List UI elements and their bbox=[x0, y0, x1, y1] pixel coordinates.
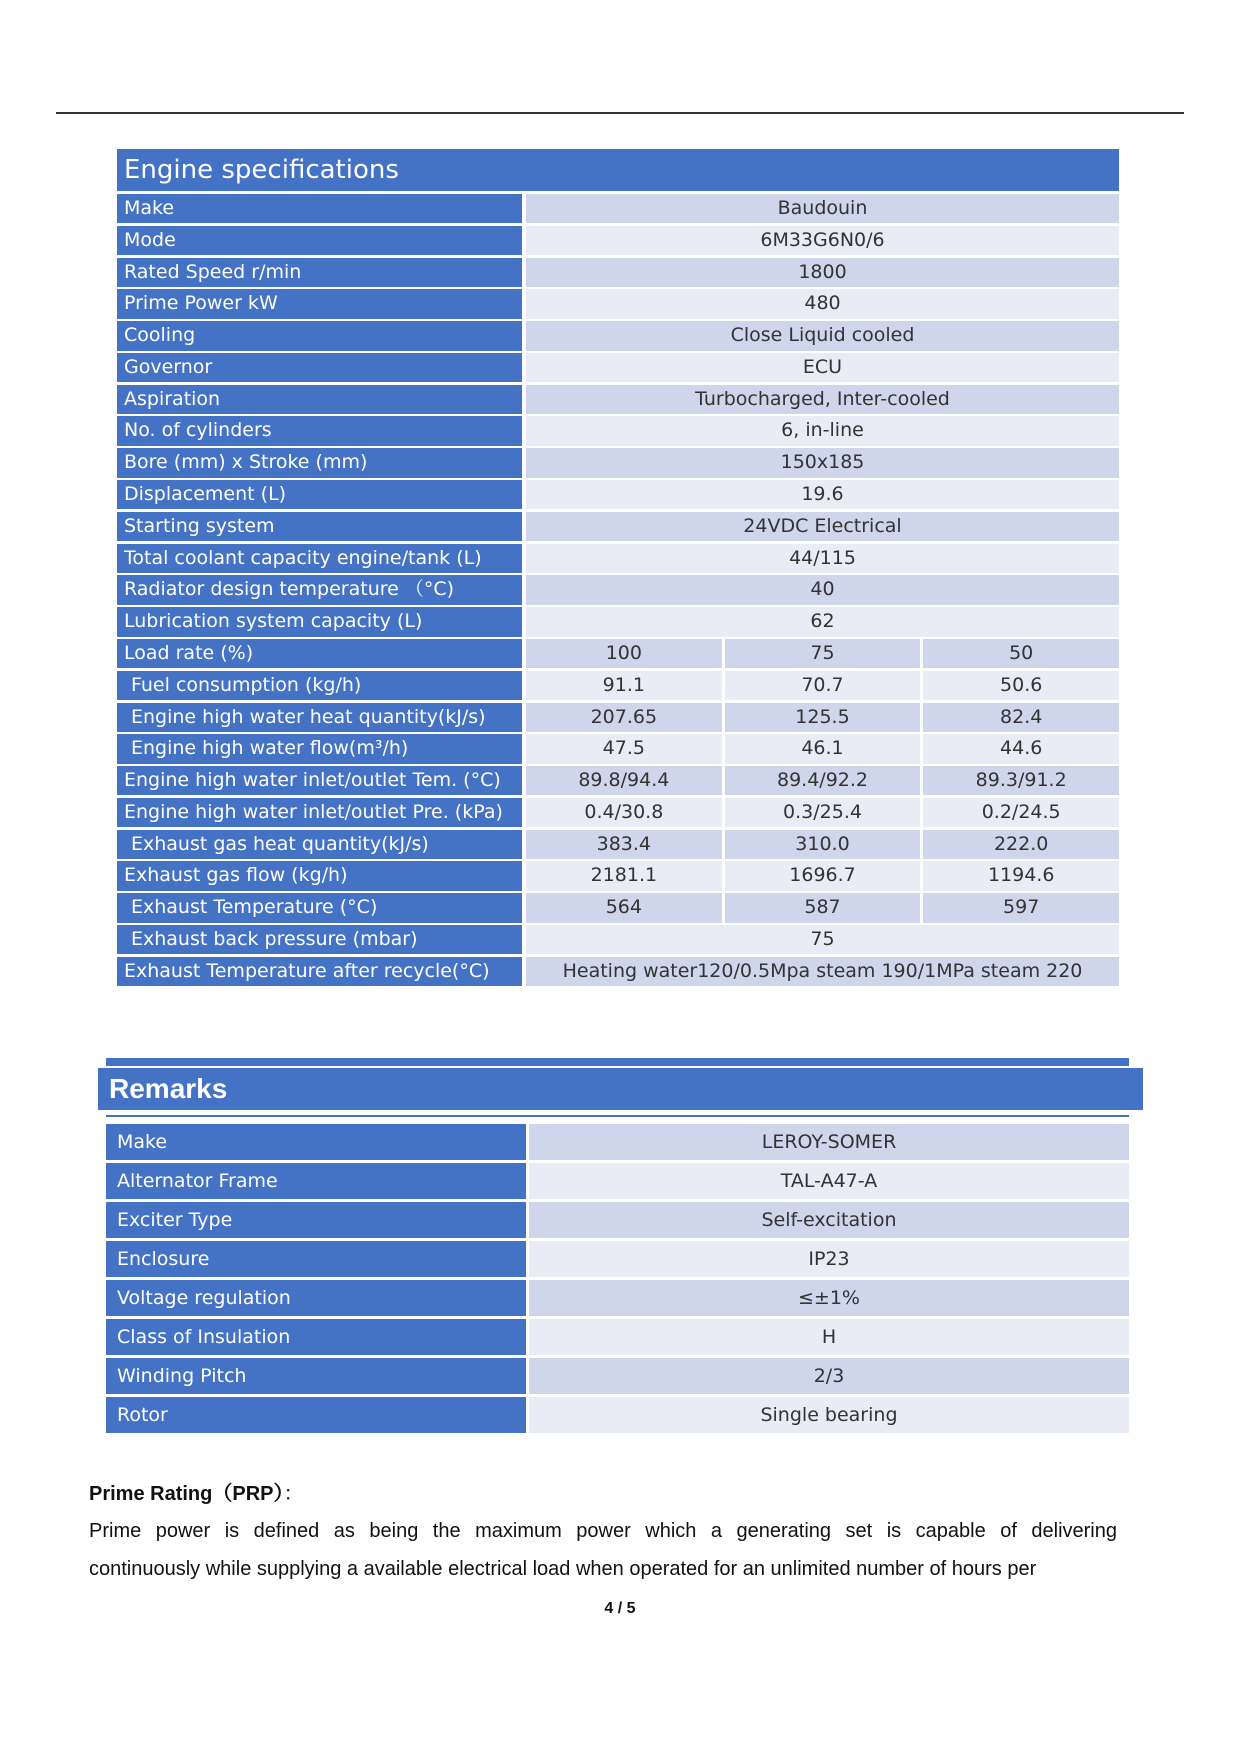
table-row bbox=[117, 703, 1119, 732]
spec-values bbox=[526, 289, 1119, 318]
spec-label: No. of cylinders bbox=[117, 416, 522, 445]
spec-values bbox=[526, 639, 1119, 668]
spec-label: Total coolant capacity engine/tank (L) bbox=[117, 544, 522, 573]
table-row bbox=[117, 512, 1119, 541]
spec-label: Exhaust back pressure (mbar) bbox=[117, 925, 522, 954]
spec-label: Make bbox=[117, 194, 522, 223]
spec-value: 0.4/30.8 bbox=[526, 798, 722, 827]
remarks-top-bar bbox=[106, 1058, 1129, 1066]
prime-rating-line-2: continuously while supplying a available electrical load when operated for an unlimited number of hours per bbox=[89, 1558, 1037, 1580]
table-row bbox=[117, 925, 1119, 954]
spec-label: Engine high water inlet/outlet Tem. (°C) bbox=[117, 766, 522, 795]
table-row bbox=[117, 258, 1119, 287]
spec-values bbox=[526, 766, 1119, 795]
table-row bbox=[117, 194, 1119, 223]
table-row bbox=[117, 607, 1119, 636]
spec-label: Cooling bbox=[117, 321, 522, 350]
spec-value: 207.65 bbox=[526, 703, 722, 732]
spec-values bbox=[526, 194, 1119, 223]
spec-values bbox=[526, 861, 1119, 890]
spec-value: 44.6 bbox=[923, 734, 1119, 763]
spec-value: 70.7 bbox=[725, 671, 921, 700]
spec-label: Starting system bbox=[117, 512, 522, 541]
spec-value: 50.6 bbox=[923, 671, 1119, 700]
spec-value: 1800 bbox=[526, 258, 1119, 287]
table-row bbox=[106, 1202, 1129, 1238]
table-row bbox=[117, 734, 1119, 763]
spec-values bbox=[526, 353, 1119, 382]
spec-value: ECU bbox=[526, 353, 1119, 382]
spec-label: Exhaust Temperature (°C) bbox=[117, 893, 522, 922]
spec-value: Turbocharged, Inter-cooled bbox=[526, 385, 1119, 414]
spec-value: 2181.1 bbox=[526, 861, 722, 890]
spec-values bbox=[526, 385, 1119, 414]
table-row bbox=[117, 639, 1119, 668]
spec-value: 82.4 bbox=[923, 703, 1119, 732]
remark-value: Single bearing bbox=[529, 1397, 1129, 1433]
spec-label: Mode bbox=[117, 226, 522, 255]
spec-value: 24VDC Electrical bbox=[526, 512, 1119, 541]
table-row bbox=[117, 766, 1119, 795]
spec-label: Load rate (%) bbox=[117, 639, 522, 668]
remark-label: Enclosure bbox=[106, 1241, 526, 1277]
spec-label: Engine high water flow(m³/h) bbox=[117, 734, 522, 763]
spec-label: Governor bbox=[117, 353, 522, 382]
table-row bbox=[106, 1358, 1129, 1394]
spec-values bbox=[526, 703, 1119, 732]
table-row bbox=[117, 861, 1119, 890]
remarks-divider bbox=[106, 1115, 1129, 1117]
table-row bbox=[117, 226, 1119, 255]
spec-values bbox=[526, 544, 1119, 573]
spec-value: 44/115 bbox=[526, 544, 1119, 573]
table-row bbox=[117, 448, 1119, 477]
table-row bbox=[106, 1397, 1129, 1433]
remark-label: Class of Insulation bbox=[106, 1319, 526, 1355]
spec-value: 597 bbox=[923, 893, 1119, 922]
table-row bbox=[117, 830, 1119, 859]
table-row bbox=[117, 321, 1119, 350]
remarks-table bbox=[106, 1124, 1129, 1436]
table-row bbox=[117, 575, 1119, 604]
table-row bbox=[117, 798, 1119, 827]
spec-values bbox=[526, 925, 1119, 954]
remark-label: Rotor bbox=[106, 1397, 526, 1433]
remark-label: Exciter Type bbox=[106, 1202, 526, 1238]
spec-value: 75 bbox=[526, 925, 1119, 954]
remark-value: TAL-A47-A bbox=[529, 1163, 1129, 1199]
spec-value: 222.0 bbox=[923, 830, 1119, 859]
prime-rating-line-1: Prime power is defined as being the maximum power which a generating set is capable of delivering bbox=[89, 1520, 1117, 1542]
spec-label: Exhaust Temperature after recycle(°C) bbox=[117, 957, 522, 986]
table-row bbox=[106, 1280, 1129, 1316]
spec-value: 125.5 bbox=[725, 703, 921, 732]
spec-values bbox=[526, 798, 1119, 827]
spec-value: 564 bbox=[526, 893, 722, 922]
spec-value: 47.5 bbox=[526, 734, 722, 763]
spec-value: 62 bbox=[526, 607, 1119, 636]
spec-value: Close Liquid cooled bbox=[526, 321, 1119, 350]
table-row bbox=[106, 1124, 1129, 1160]
table-row bbox=[117, 353, 1119, 382]
engine-specifications-table bbox=[117, 149, 1119, 989]
table-row bbox=[117, 289, 1119, 318]
engine-specifications-title: Engine specifications bbox=[117, 149, 1119, 191]
remark-value: ≤±1% bbox=[529, 1280, 1129, 1316]
prime-rating-paragraph bbox=[89, 1512, 1117, 1588]
spec-label: Lubrication system capacity (L) bbox=[117, 607, 522, 636]
spec-values bbox=[526, 957, 1119, 986]
spec-value: 6M33G6N0/6 bbox=[526, 226, 1119, 255]
remark-label: Winding Pitch bbox=[106, 1358, 526, 1394]
remarks-rows bbox=[106, 1124, 1129, 1433]
spec-value: 310.0 bbox=[725, 830, 921, 859]
spec-label: Rated Speed r/min bbox=[117, 258, 522, 287]
remarks-title: Remarks bbox=[98, 1068, 1143, 1110]
spec-value: 50 bbox=[923, 639, 1119, 668]
spec-value: 75 bbox=[725, 639, 921, 668]
spec-value: 0.3/25.4 bbox=[725, 798, 921, 827]
spec-label: Fuel consumption (kg/h) bbox=[117, 671, 522, 700]
spec-value: 40 bbox=[526, 575, 1119, 604]
remark-value: 2/3 bbox=[529, 1358, 1129, 1394]
spec-values bbox=[526, 671, 1119, 700]
spec-label: Exhaust gas heat quantity(kJ/s) bbox=[117, 830, 522, 859]
remark-label: Alternator Frame bbox=[106, 1163, 526, 1199]
spec-values bbox=[526, 226, 1119, 255]
spec-label: Bore (mm) x Stroke (mm) bbox=[117, 448, 522, 477]
remark-value: Self-excitation bbox=[529, 1202, 1129, 1238]
spec-label: Engine high water heat quantity(kJ/s) bbox=[117, 703, 522, 732]
spec-value: 0.2/24.5 bbox=[923, 798, 1119, 827]
spec-value: 6, in-line bbox=[526, 416, 1119, 445]
spec-values bbox=[526, 575, 1119, 604]
spec-label: Radiator design temperature （°C) bbox=[117, 575, 522, 604]
remark-label: Voltage regulation bbox=[106, 1280, 526, 1316]
spec-value: 100 bbox=[526, 639, 722, 668]
engine-spec-rows bbox=[117, 194, 1119, 986]
spec-values bbox=[526, 830, 1119, 859]
remark-value: LEROY-SOMER bbox=[529, 1124, 1129, 1160]
table-row bbox=[117, 957, 1119, 986]
spec-value: 587 bbox=[725, 893, 921, 922]
spec-values bbox=[526, 734, 1119, 763]
table-row bbox=[117, 544, 1119, 573]
spec-label: Engine high water inlet/outlet Pre. (kPa) bbox=[117, 798, 522, 827]
table-row bbox=[106, 1163, 1129, 1199]
spec-value: 46.1 bbox=[725, 734, 921, 763]
table-row bbox=[106, 1319, 1129, 1355]
page-number: 4 / 5 bbox=[604, 1600, 636, 1617]
table-row bbox=[117, 671, 1119, 700]
prime-rating-heading bbox=[89, 1477, 303, 1506]
remark-label: Make bbox=[106, 1124, 526, 1160]
spec-value: Heating water120/0.5Mpa steam 190/1MPa steam 220 bbox=[526, 957, 1119, 986]
spec-values bbox=[526, 480, 1119, 509]
spec-values bbox=[526, 321, 1119, 350]
spec-value: 1696.7 bbox=[725, 861, 921, 890]
spec-value: 150x185 bbox=[526, 448, 1119, 477]
spec-label: Displacement (L) bbox=[117, 480, 522, 509]
top-rule bbox=[56, 112, 1184, 114]
table-row bbox=[117, 416, 1119, 445]
spec-value: 19.6 bbox=[526, 480, 1119, 509]
spec-value: 1194.6 bbox=[923, 861, 1119, 890]
spec-values bbox=[526, 448, 1119, 477]
prime-rating-colon: ： bbox=[283, 1483, 304, 1505]
spec-values bbox=[526, 416, 1119, 445]
spec-value: 480 bbox=[526, 289, 1119, 318]
spec-value: 89.4/92.2 bbox=[725, 766, 921, 795]
spec-value: 383.4 bbox=[526, 830, 722, 859]
remark-value: IP23 bbox=[529, 1241, 1129, 1277]
spec-label: Exhaust gas flow (kg/h) bbox=[117, 861, 522, 890]
spec-value: Baudouin bbox=[526, 194, 1119, 223]
spec-values bbox=[526, 607, 1119, 636]
spec-value: 89.3/91.2 bbox=[923, 766, 1119, 795]
table-row bbox=[106, 1241, 1129, 1277]
prime-rating-heading-text: Prime Rating（PRP） bbox=[89, 1483, 284, 1505]
spec-values bbox=[526, 258, 1119, 287]
spec-label: Aspiration bbox=[117, 385, 522, 414]
remark-value: H bbox=[529, 1319, 1129, 1355]
table-row bbox=[117, 480, 1119, 509]
spec-value: 91.1 bbox=[526, 671, 722, 700]
table-row bbox=[117, 893, 1119, 922]
spec-values bbox=[526, 893, 1119, 922]
spec-values bbox=[526, 512, 1119, 541]
spec-value: 89.8/94.4 bbox=[526, 766, 722, 795]
spec-label: Prime Power kW bbox=[117, 289, 522, 318]
table-row bbox=[117, 385, 1119, 414]
